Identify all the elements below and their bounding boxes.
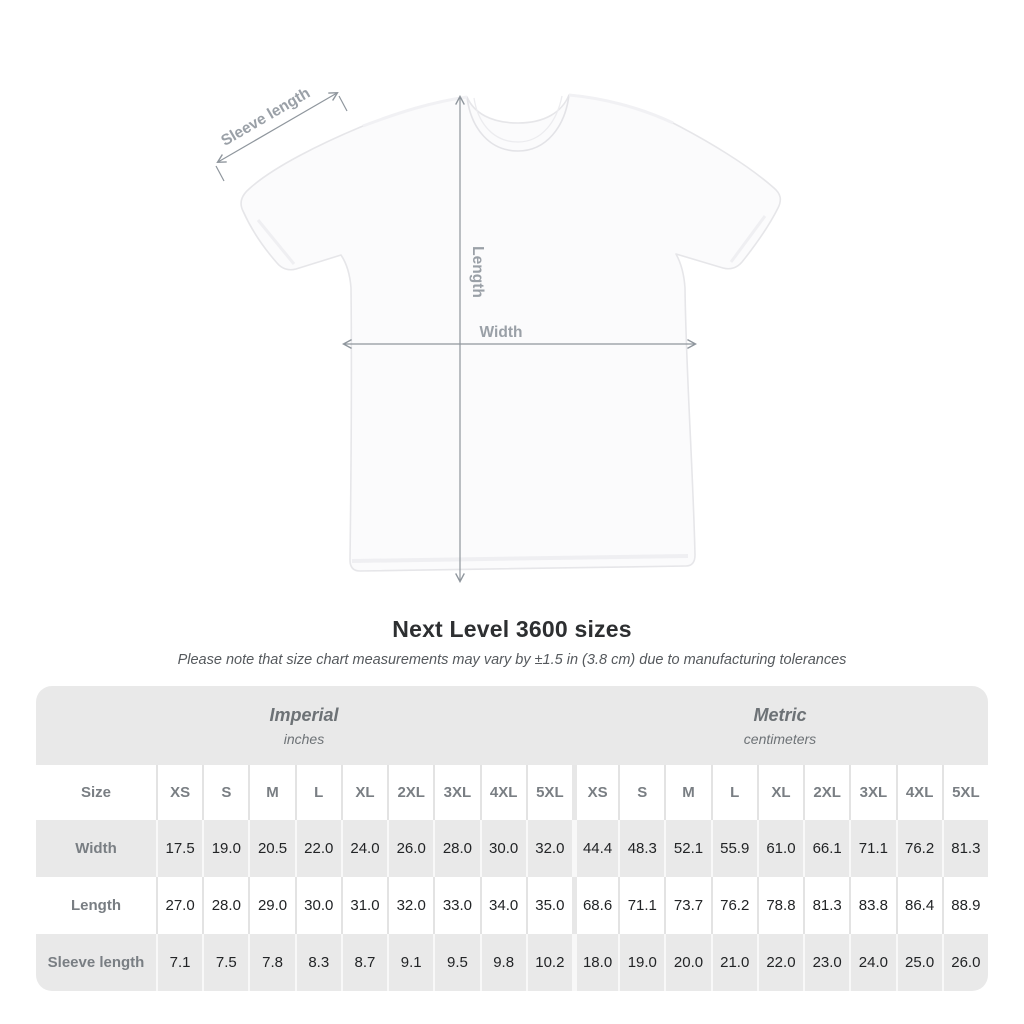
value-cell: 9.8 <box>480 934 526 991</box>
value-cell: 8.7 <box>341 934 387 991</box>
size-header-cell: 4XL <box>896 765 942 820</box>
value-cell: 61.0 <box>757 820 803 877</box>
value-cell: 17.5 <box>156 820 202 877</box>
value-cell: 23.0 <box>803 934 849 991</box>
size-header-cell: S <box>618 765 664 820</box>
size-header-row <box>36 765 988 820</box>
value-cell: 19.0 <box>202 820 248 877</box>
value-cell: 9.5 <box>433 934 479 991</box>
value-cell: 26.0 <box>387 820 433 877</box>
value-cell: 55.9 <box>711 820 757 877</box>
value-cell: 66.1 <box>803 820 849 877</box>
size-header-cell: 2XL <box>803 765 849 820</box>
value-cell: 29.0 <box>248 877 294 934</box>
value-cell: 52.1 <box>664 820 710 877</box>
metric-unit-label: centimeters <box>743 730 817 747</box>
size-header-cell: XS <box>572 765 618 820</box>
value-cell: 78.8 <box>757 877 803 934</box>
value-cell: 27.0 <box>156 877 202 934</box>
value-cell: 20.0 <box>664 934 710 991</box>
value-cell: 28.0 <box>202 877 248 934</box>
length-label: Length <box>469 246 486 298</box>
imperial-group-header <box>36 686 572 765</box>
value-cell: 28.0 <box>433 820 479 877</box>
value-cell: 10.2 <box>526 934 572 991</box>
value-cell: 33.0 <box>433 877 479 934</box>
imperial-unit-label: inches <box>283 730 325 747</box>
value-cell: 48.3 <box>618 820 664 877</box>
size-header-cell: XL <box>757 765 803 820</box>
size-header-cell: S <box>202 765 248 820</box>
value-cell: 9.1 <box>387 934 433 991</box>
size-header-cell: 3XL <box>433 765 479 820</box>
unit-header-row <box>36 686 988 765</box>
page-title: Next Level 3600 sizes <box>392 616 632 642</box>
value-cell: 86.4 <box>896 877 942 934</box>
imperial-label: Imperial <box>269 704 339 725</box>
value-cell: 32.0 <box>526 820 572 877</box>
value-cell: 31.0 <box>341 877 387 934</box>
value-cell: 20.5 <box>248 820 294 877</box>
value-cell: 71.1 <box>618 877 664 934</box>
value-cell: 24.0 <box>849 934 895 991</box>
value-cell: 44.4 <box>572 820 618 877</box>
value-cell: 26.0 <box>942 934 988 991</box>
size-header-cell: L <box>295 765 341 820</box>
size-header-cell: 2XL <box>387 765 433 820</box>
size-header-cell: XS <box>156 765 202 820</box>
value-cell: 73.7 <box>664 877 710 934</box>
value-cell: 18.0 <box>572 934 618 991</box>
value-cell: 83.8 <box>849 877 895 934</box>
value-cell: 76.2 <box>711 877 757 934</box>
value-cell: 7.5 <box>202 934 248 991</box>
sleeve-length-row <box>36 934 988 991</box>
value-cell: 88.9 <box>942 877 988 934</box>
size-chart-table <box>36 686 988 991</box>
size-header-cell: M <box>248 765 294 820</box>
metric-label: Metric <box>753 704 807 725</box>
size-header-cell: 5XL <box>942 765 988 820</box>
value-cell: 30.0 <box>295 877 341 934</box>
row-label: Width <box>36 820 156 877</box>
size-header-cell: 3XL <box>849 765 895 820</box>
width-label: Width <box>479 324 523 341</box>
size-header-cell: XL <box>341 765 387 820</box>
value-cell: 24.0 <box>341 820 387 877</box>
size-header-cell: L <box>711 765 757 820</box>
width-row <box>36 820 988 877</box>
row-label: Sleeve length <box>36 934 156 991</box>
value-cell: 19.0 <box>618 934 664 991</box>
value-cell: 30.0 <box>480 820 526 877</box>
value-cell: 8.3 <box>295 934 341 991</box>
size-header-cell: 4XL <box>480 765 526 820</box>
value-cell: 25.0 <box>896 934 942 991</box>
value-cell: 7.1 <box>156 934 202 991</box>
value-cell: 76.2 <box>896 820 942 877</box>
value-cell: 81.3 <box>803 877 849 934</box>
metric-group-header <box>572 686 988 765</box>
size-column-header: Size <box>36 765 156 820</box>
value-cell: 34.0 <box>480 877 526 934</box>
sleeve-length-label: Sleeve length <box>218 84 314 150</box>
row-label: Length <box>36 877 156 934</box>
value-cell: 71.1 <box>849 820 895 877</box>
value-cell: 35.0 <box>526 877 572 934</box>
value-cell: 81.3 <box>942 820 988 877</box>
size-header-cell: M <box>664 765 710 820</box>
value-cell: 7.8 <box>248 934 294 991</box>
value-cell: 21.0 <box>711 934 757 991</box>
value-cell: 22.0 <box>295 820 341 877</box>
size-header-cell: 5XL <box>526 765 572 820</box>
tolerance-note: Please note that size chart measurements may vary by ±1.5 in (3.8 cm) due to manufacturing tolerances <box>177 652 847 668</box>
value-cell: 32.0 <box>387 877 433 934</box>
length-row <box>36 877 988 934</box>
value-cell: 68.6 <box>572 877 618 934</box>
value-cell: 22.0 <box>757 934 803 991</box>
